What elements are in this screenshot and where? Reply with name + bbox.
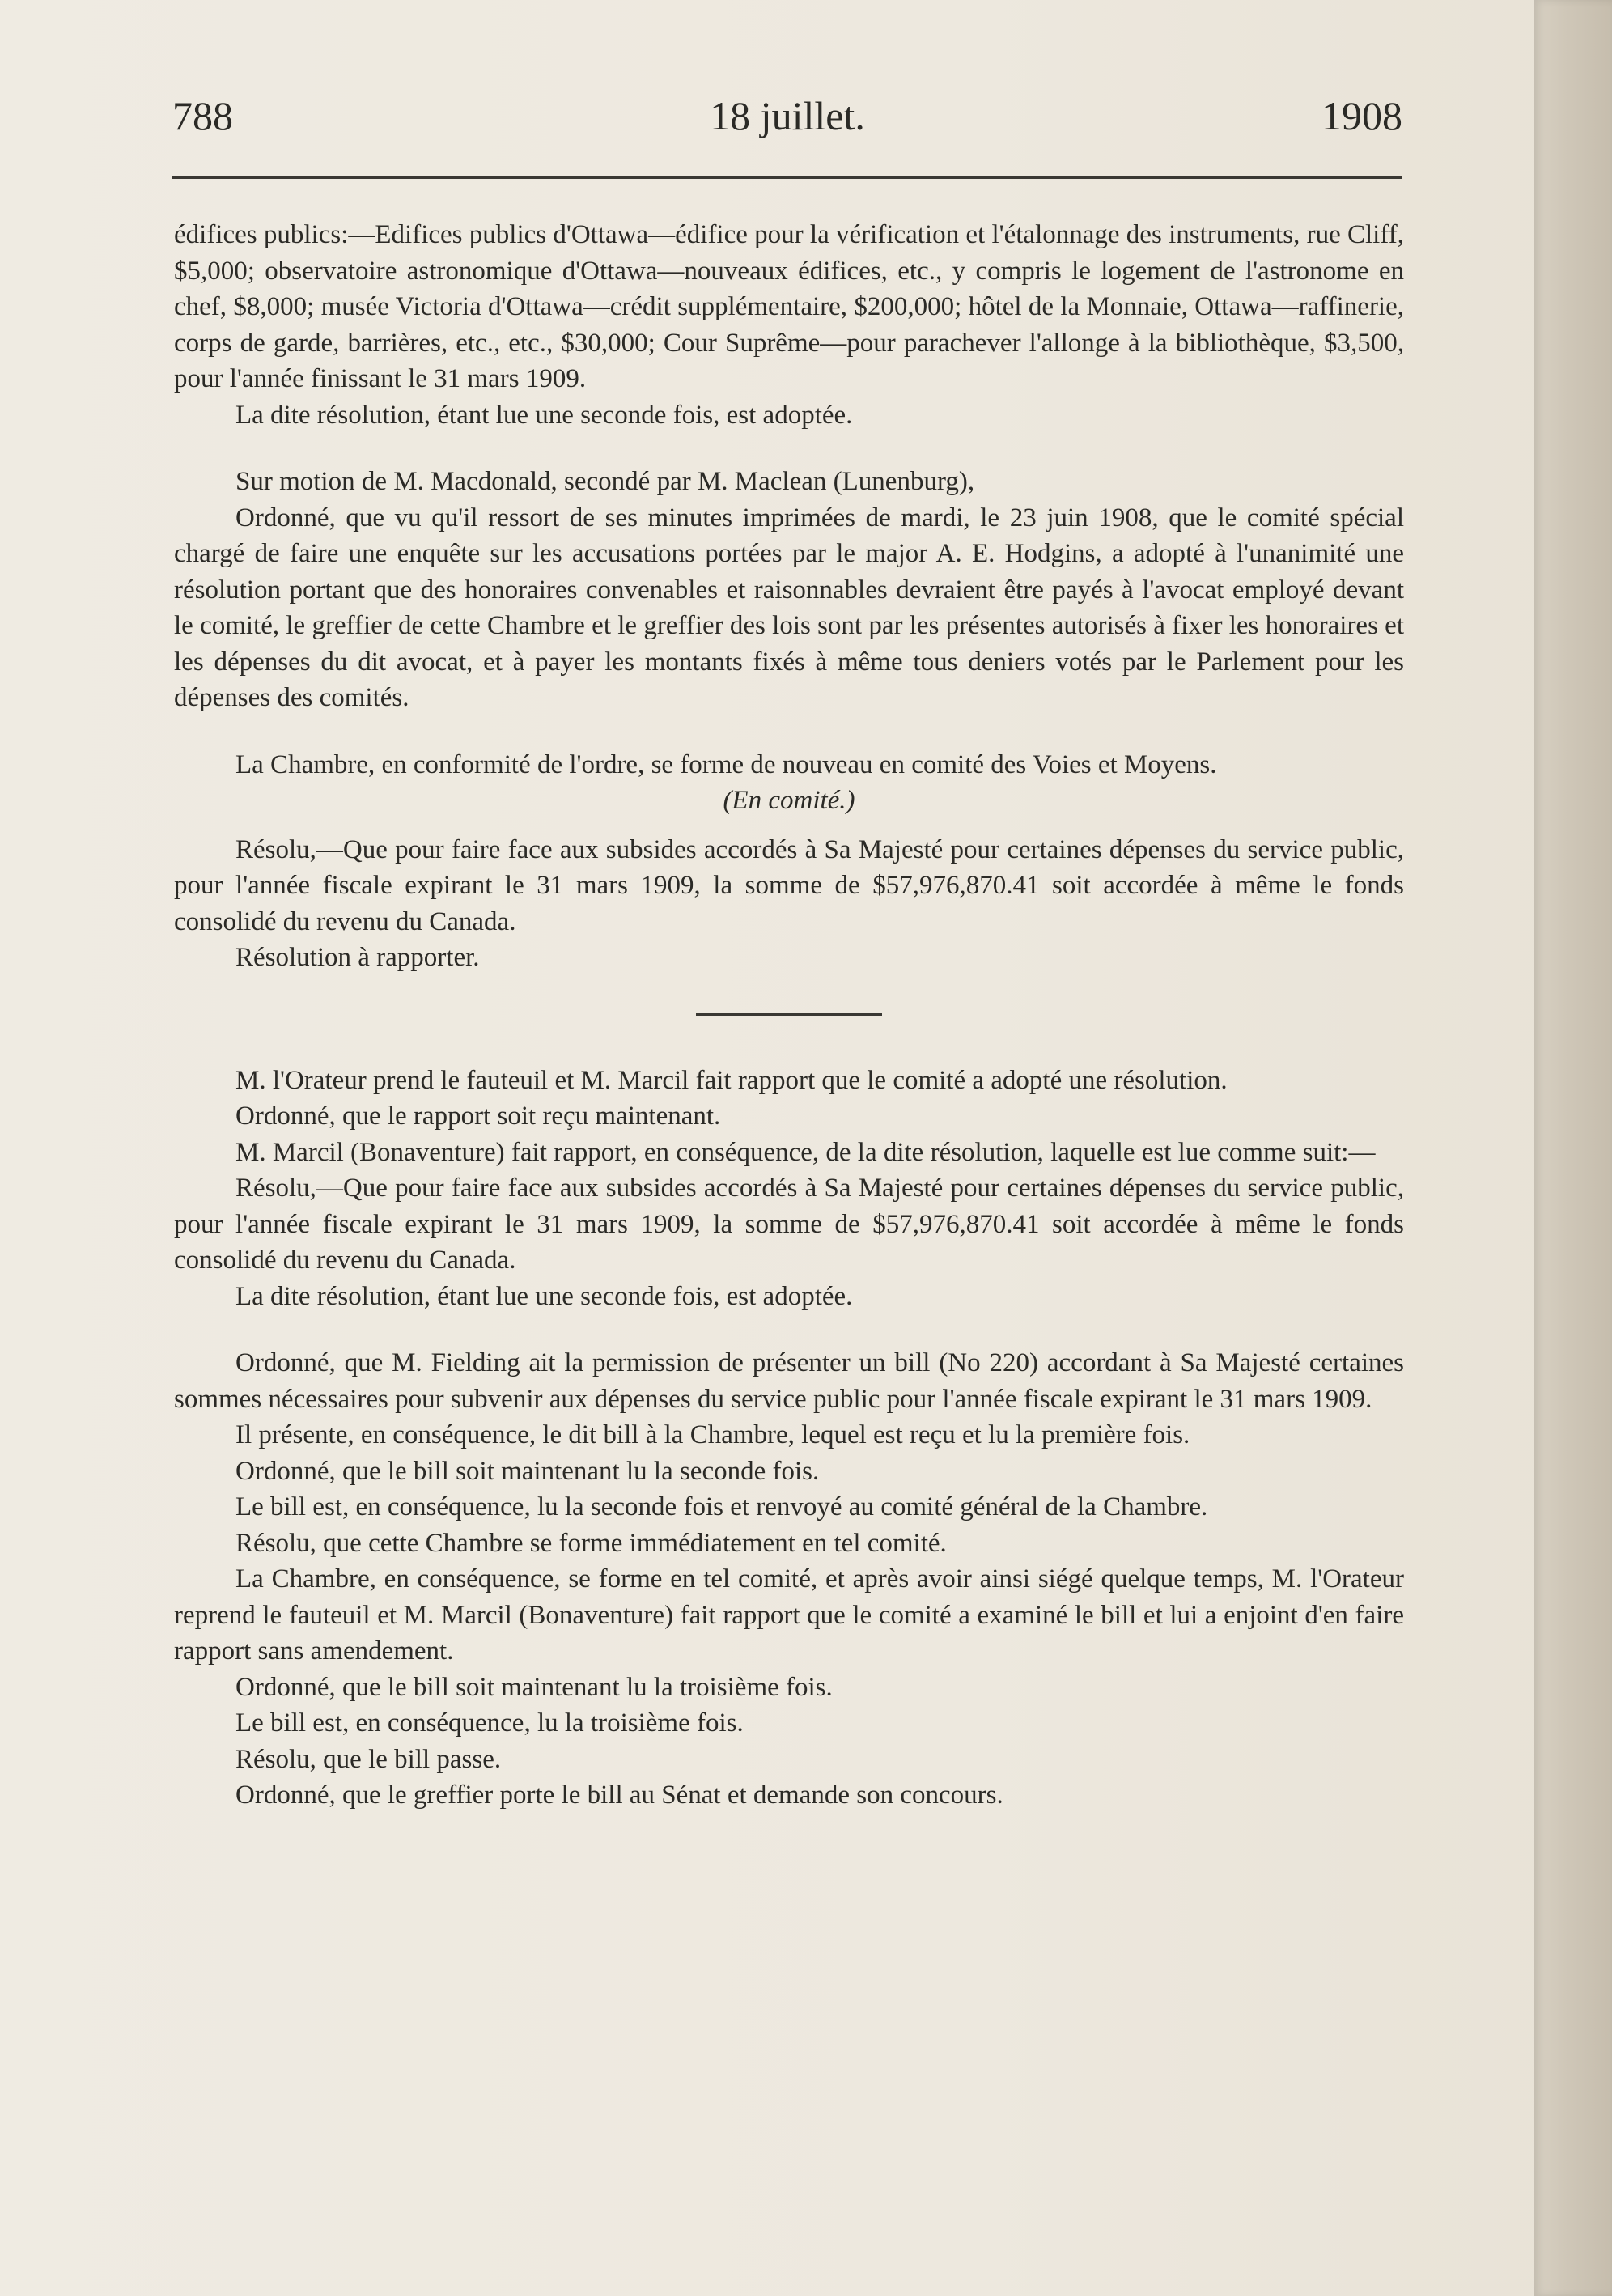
paragraph: La Chambre, en conséquence, se forme en tel comité, et après avoir ainsi siégé quelque temps, M. l'Orateur reprend le fauteuil et M. Marcil (Bonaventure) fait rapport que le comité a examiné le bill et lui a enjoint d'en faire rapport sans amendement.	[174, 1564, 1404, 1666]
paragraph: Résolution à rapporter.	[235, 943, 480, 972]
paragraph: La dite résolution, étant lue une seconde fois, est adoptée.	[235, 1281, 853, 1311]
paragraph: Ordonné, que vu qu'il ressort de ses minutes imprimées de mardi, le 23 juin 1908, que le comité spécial chargé de faire une enquête sur les accusations portées par le major A. E. Hodgins, a adopté à l'unanimité une résolution portant que des honoraires convenables et raisonnables devraient être payés à l'avocat employé devant le comité, le greffier de cette Chambre et le greffier des lois sont par les présentes autorisés à fixer les honoraires et les dépenses du dit avocat, et à payer les montants fixés à même tous deniers votés par le Parlement pour les dépenses des comités.	[174, 503, 1404, 712]
header-rule	[172, 176, 1402, 179]
paragraph: Résolu, que le bill passe.	[235, 1744, 502, 1774]
paragraph: Ordonné, que le bill soit maintenant lu la troisième fois.	[235, 1672, 833, 1702]
running-header	[172, 87, 1402, 144]
paragraph: M. Marcil (Bonaventure) fait rapport, en conséquence, de la dite résolution, laquelle est lue comme suit:—	[235, 1137, 1376, 1167]
paragraph: Ordonné, que le rapport soit reçu maintenant.	[235, 1101, 721, 1131]
paragraph: M. l'Orateur prend le fauteuil et M. Marcil fait rapport que le comité a adopté une résolution.	[235, 1065, 1228, 1095]
running-header-year: 1908	[1321, 93, 1402, 138]
body-text	[174, 217, 1404, 1814]
paragraph: édifices publics:—Edifices publics d'Ottawa—édifice pour la vérification et l'étalonnage des instruments, rue Cliff, $5,000; observatoire astronomique d'Ottawa—nouveaux édifices, etc., y compris le logement de l'astronome en chef, $8,000; musée Victoria d'Ottawa—crédit supplémentaire, $200,000; hôtel de la Monnaie, Ottawa—raffinerie, corps de garde, barrières, etc., etc., $30,000; Cour Suprême—pour parachever l'allonge à la bibliothèque, $3,500, pour l'année finissant le 31 mars 1909.	[174, 220, 1404, 393]
paragraph: Ordonné, que le bill soit maintenant lu la seconde fois.	[235, 1456, 820, 1486]
paragraph: Ordonné, que le greffier porte le bill au Sénat et demande son concours.	[235, 1780, 1003, 1810]
paragraph: Le bill est, en conséquence, lu la troisième fois.	[235, 1708, 744, 1738]
paragraph: La Chambre, en conformité de l'ordre, se forme de nouveau en comité des Voies et Moyens.	[235, 749, 1217, 779]
paragraph: Résolu, que cette Chambre se forme immédiatement en tel comité.	[235, 1528, 947, 1558]
paragraph: Ordonné, que M. Fielding ait la permission de présenter un bill (No 220) accordant à Sa Majesté certaines sommes nécessaires pour subvenir aux dépenses du service public pour l'année fiscale expirant le 31 mars 1909.	[174, 1348, 1404, 1414]
paragraph: La dite résolution, étant lue une seconde fois, est adoptée.	[235, 400, 853, 430]
paragraph: Résolu,—Que pour faire face aux subsides accordés à Sa Majesté pour certaines dépenses du service public, pour l'année fiscale expirant le 31 mars 1909, la somme de $57,976,870.41 soit accordée à même le fonds consolidé du revenu du Canada.	[174, 1173, 1404, 1275]
page-gutter-shadow	[1534, 0, 1612, 2296]
running-header-date: 18 juillet.	[710, 93, 865, 138]
paragraph: Résolu,—Que pour faire face aux subsides accordés à Sa Majesté pour certaines dépenses du service public, pour l'année fiscale expirant le 31 mars 1909, la somme de $57,976,870.41 soit accordée à même le fonds consolidé du revenu du Canada.	[174, 834, 1404, 936]
section-divider	[696, 1013, 882, 1016]
section-heading: (En comité.)	[723, 786, 855, 815]
paragraph: Le bill est, en conséquence, lu la seconde fois et renvoyé au comité général de la Chambre.	[235, 1492, 1208, 1521]
page-number: 788	[172, 93, 233, 138]
paragraph: Il présente, en conséquence, le dit bill à la Chambre, lequel est reçu et lu la première fois.	[235, 1420, 1190, 1449]
paragraph: Sur motion de M. Macdonald, secondé par M. Maclean (Lunenburg),	[235, 467, 975, 496]
